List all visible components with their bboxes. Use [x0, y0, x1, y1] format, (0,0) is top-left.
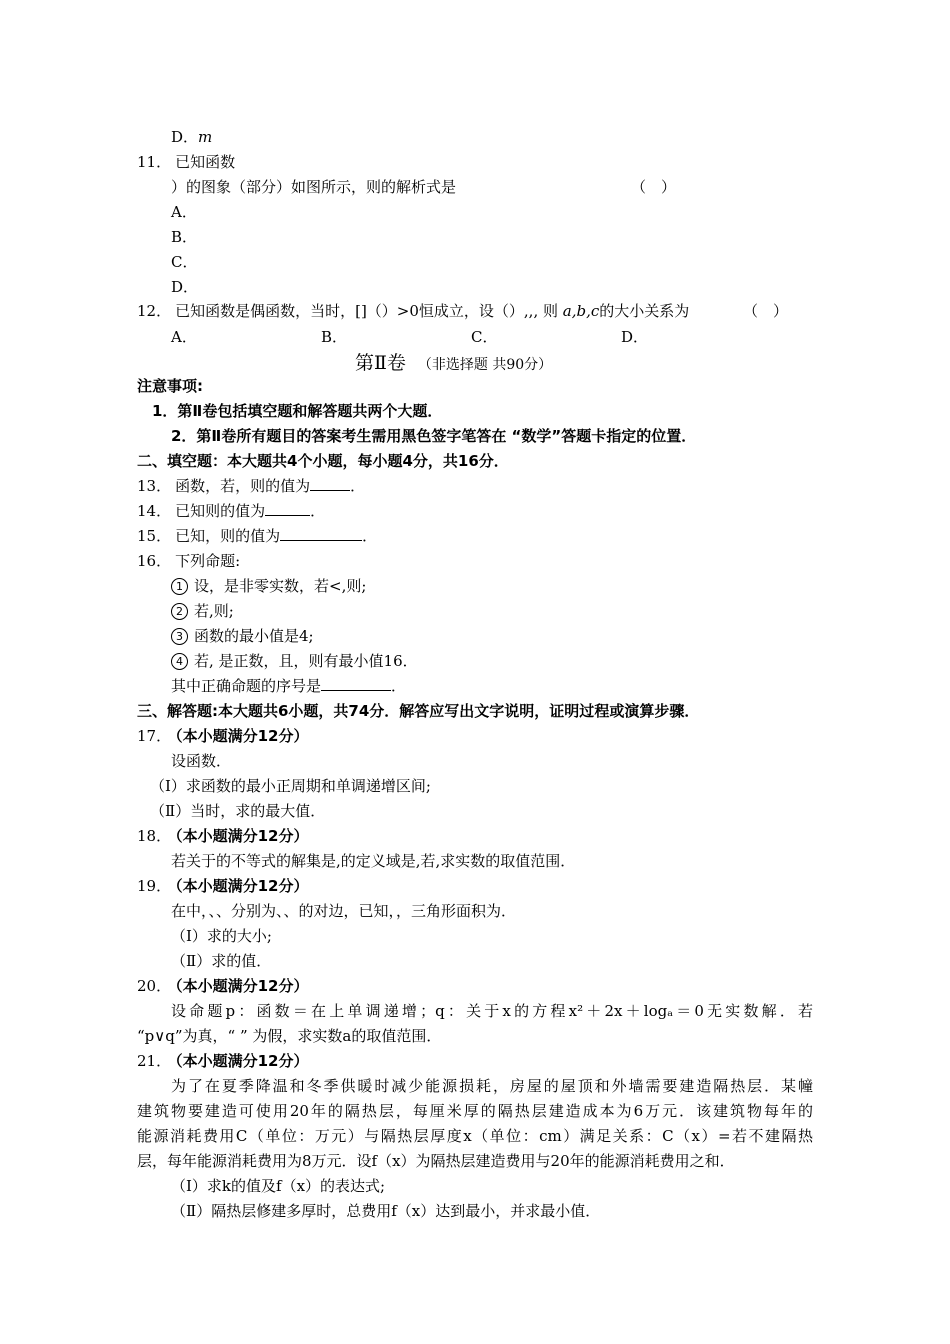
punctuation: ． — [362, 527, 378, 545]
punctuation: ． — [391, 677, 407, 695]
question-text: 已知，则的值为 — [175, 527, 281, 545]
q16-item-1 — [171, 576, 366, 596]
question-text: 已知则的值为 — [175, 502, 266, 520]
question-text: 建筑物要建造可使用20年的隔热层，每厘米厚的隔热层建造成本为6万元．该建筑物每年的 — [137, 1102, 813, 1120]
q17-header — [137, 726, 308, 746]
item-text: 设，是非零实数，若<,则; — [194, 577, 367, 595]
question-number: 12． — [137, 302, 172, 320]
question-number: 17． — [137, 727, 172, 745]
q18-stem: 若关于的不等式的解集是,的定义域是,若,求实数的取值范围． — [171, 852, 576, 870]
q11-option-b: B． — [171, 228, 198, 246]
answer-blank — [265, 501, 310, 516]
score-note: （本小题满分12分） — [175, 827, 309, 845]
q17-part-2: （Ⅱ）当时，求的最大值． — [150, 802, 326, 820]
q13 — [137, 476, 365, 496]
q19-part-2: （Ⅱ）求的值． — [171, 952, 272, 970]
q21-part-1: （Ⅰ）求k的值及f（x）的表达式; — [171, 1177, 386, 1195]
question-number: 20． — [137, 977, 172, 995]
q21-line-2 — [137, 1101, 813, 1121]
part-subtitle: （非选择题 共90分） — [417, 357, 553, 373]
variables: a,b,c — [562, 302, 600, 320]
punctuation: ． — [310, 502, 326, 520]
question-text: 函数，若，则的值为 — [175, 477, 311, 495]
question-text: 的大小关系为 — [599, 302, 690, 320]
circled-number: 3 — [171, 628, 188, 645]
question-number: 21． — [137, 1052, 172, 1070]
score-note: （本小题满分12分） — [175, 977, 309, 995]
q12-option-b: B． — [321, 328, 348, 346]
circled-number: 2 — [171, 603, 188, 620]
question-text: 设命题p：函数＝在上单调递增；q：关于x的方程x²＋2x＋logₐ＝0无实数解．若 — [171, 1002, 813, 1020]
item-text: 若, 是正数，且，则有最小值16． — [194, 652, 418, 670]
q19-part-1: （I）求的大小; — [171, 927, 272, 945]
question-text: 已知函数 — [175, 153, 236, 171]
punctuation: ． — [350, 477, 366, 495]
q17-stem: 设函数． — [171, 752, 232, 770]
q21-part-2: （Ⅱ）隔热层修建多厚时，总费用f（x）达到最小，并求最小值． — [171, 1202, 601, 1220]
q16-answer-line — [171, 676, 406, 696]
q12-stem — [137, 301, 797, 321]
section-solve-heading: 三、解答题:本大题共6小题，共74分．解答应写出文字说明，证明过程或演算步骤． — [137, 702, 700, 720]
answer-blank — [310, 476, 350, 491]
note-2: 2．第Ⅱ卷所有题目的答案考生需用黑色签字笔答在 “数学”答题卡指定的位置． — [171, 427, 697, 445]
note-1: 1．第Ⅱ卷包括填空题和解答题共两个大题． — [152, 402, 443, 420]
q16-item-2 — [171, 601, 234, 621]
question-number: 15． — [137, 527, 172, 545]
q16-item-4 — [171, 651, 418, 671]
part2-header — [355, 351, 552, 375]
circled-number: 1 — [171, 578, 188, 595]
question-number: 13． — [137, 477, 172, 495]
section-fill-blank-heading: 二、填空题：本大题共4个小题，每小题4分，共16分． — [137, 452, 509, 470]
question-text: 已知函数是偶函数，当时，[]（）>0恒成立，设（）,,, 则 — [175, 302, 558, 320]
q16 — [137, 551, 240, 571]
q17-part-1: （I）求函数的最小正周期和单调递增区间; — [150, 777, 431, 795]
item-text: 函数的最小值是4; — [194, 627, 314, 645]
q14 — [137, 501, 325, 521]
item-text: 若,则; — [194, 602, 234, 620]
q12-option-c: C． — [471, 328, 498, 346]
question-text: 下列命题: — [175, 552, 241, 570]
question-number: 14． — [137, 502, 172, 520]
answer-blank — [280, 526, 362, 541]
q18-header — [137, 826, 308, 846]
q21-line-1 — [171, 1076, 813, 1096]
question-text: 其中正确命题的序号是 — [171, 677, 322, 695]
answer-paren: （ ） — [631, 178, 677, 196]
question-number: 16． — [137, 552, 172, 570]
q11-stem-line2 — [171, 177, 677, 197]
q12-option-a: A． — [171, 328, 197, 346]
question-text: 能源消耗费用C（单位：万元）与隔热层厚度x（单位：cm）满足关系：C（x）=若不建隔热 — [137, 1127, 813, 1145]
q19-stem: 在中，、、分别为、、的对边，已知，，三角形面积为． — [171, 902, 517, 920]
question-text: 为了在夏季降温和冬季供暖时减少能源损耗，房屋的屋顶和外墙需要建造隔热层．某幢 — [171, 1077, 813, 1095]
q19-header — [137, 876, 308, 896]
question-number: 19． — [137, 877, 172, 895]
question-text: ）的图象（部分）如图所示，则的解析式是 — [171, 178, 457, 196]
score-note: （本小题满分12分） — [175, 1052, 309, 1070]
notes-heading: 注意事项: — [137, 377, 203, 395]
q21-line-3 — [137, 1126, 813, 1146]
part-title: 第Ⅱ卷 — [355, 352, 406, 374]
circled-number: 4 — [171, 653, 188, 670]
q12-option-d: D． — [621, 328, 649, 346]
q20-line-2: “p∨q”为真，“ ” 为假，求实数a的取值范围． — [137, 1027, 442, 1045]
q21-line-4: 层，每年能源消耗费用为8万元．设f（x）为隔热层建造费用与20年的能源消耗费用之和． — [137, 1152, 735, 1170]
question-number: 18． — [137, 827, 172, 845]
score-note: （本小题满分12分） — [175, 727, 309, 745]
q11-option-d: D． — [171, 278, 199, 296]
q11-option-a: A． — [171, 203, 197, 221]
q15 — [137, 526, 377, 546]
option-label: D． — [171, 128, 199, 146]
q10-option-d — [171, 127, 212, 147]
score-note: （本小题满分12分） — [175, 877, 309, 895]
answer-blank — [321, 676, 391, 691]
q21-header — [137, 1051, 308, 1071]
q20-line-1 — [171, 1001, 813, 1021]
question-number: 11． — [137, 153, 172, 171]
q11-stem-line1 — [137, 152, 235, 172]
answer-paren: （ ） — [743, 302, 789, 320]
option-text: m — [198, 128, 213, 146]
q11-option-c: C． — [171, 253, 198, 271]
q20-header — [137, 976, 308, 996]
q16-item-3 — [171, 626, 314, 646]
